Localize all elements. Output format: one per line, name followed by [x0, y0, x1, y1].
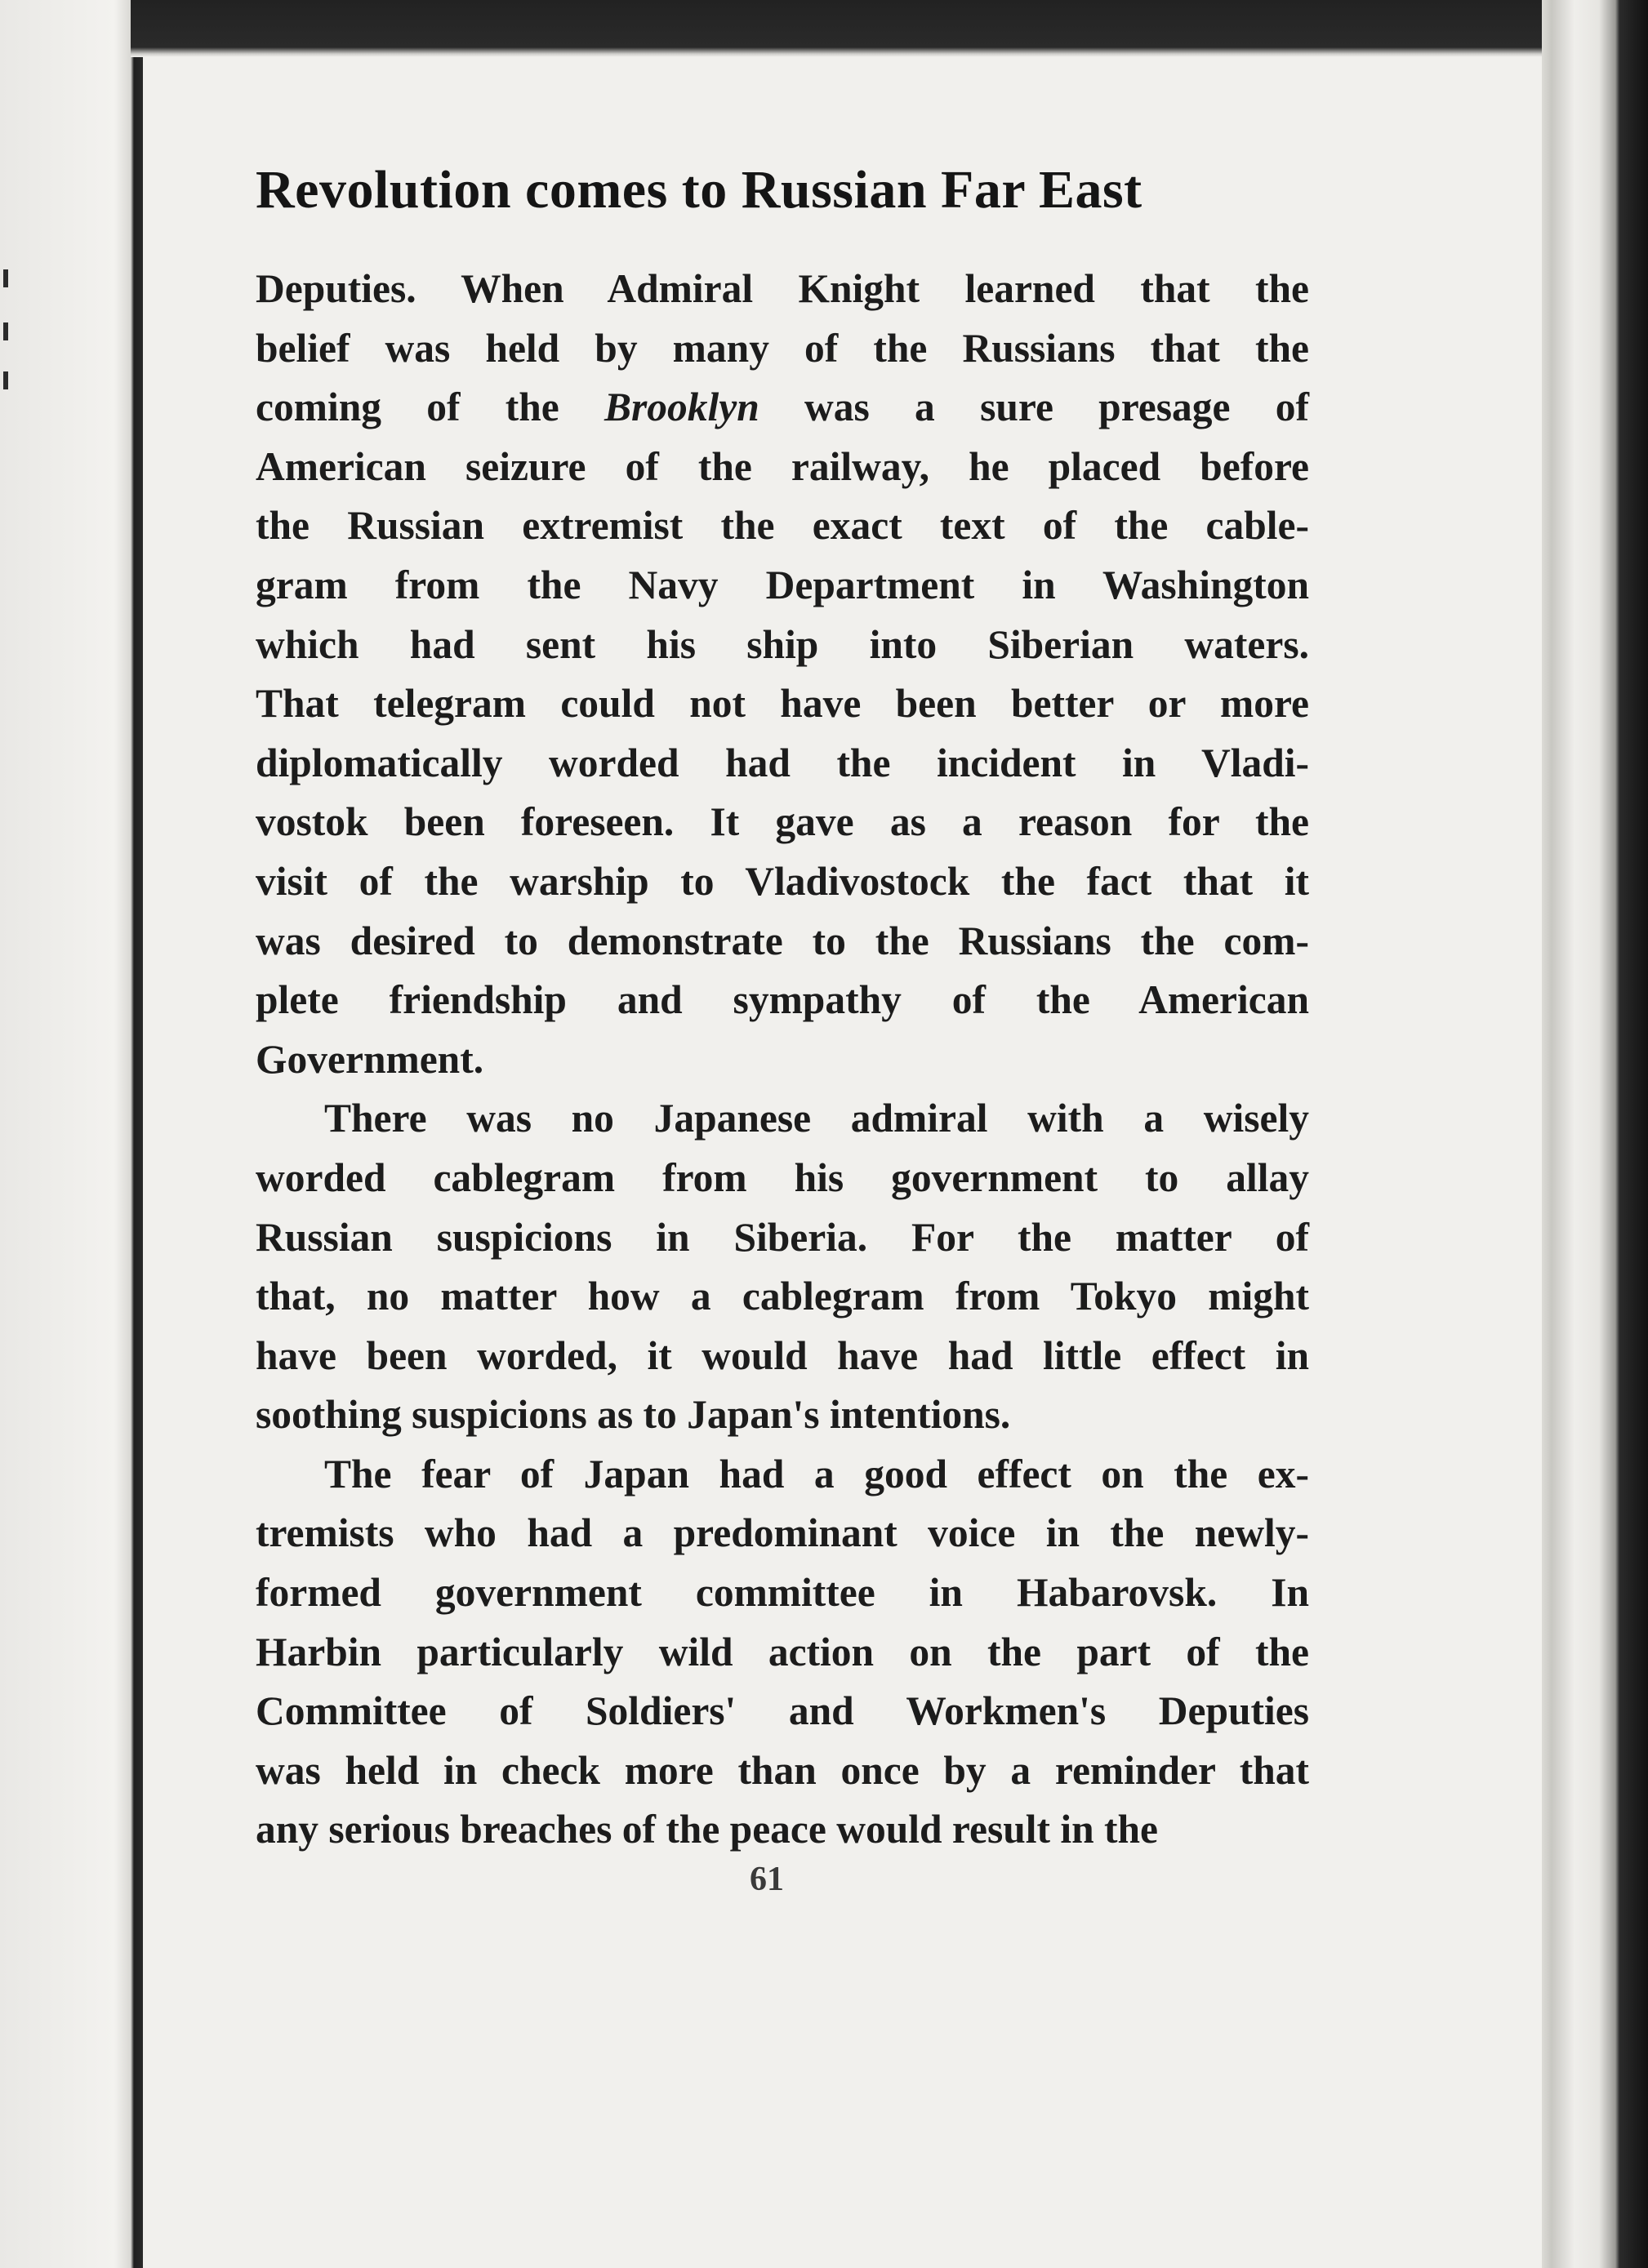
text-line: belief was held by many of the Russians that the [256, 325, 1309, 371]
text-line: Government. [256, 1036, 484, 1082]
text-line: coming of the Brooklyn was a sure presage of [256, 385, 1309, 430]
body-text [256, 260, 1309, 1860]
text-line: soothing suspicions as to Japan's intentions. [256, 1392, 1011, 1438]
text-line: That telegram could not have been better or more [256, 681, 1309, 727]
text-line: Russian suspicions in Siberia. For the matter of [256, 1214, 1309, 1260]
text-line: The fear of Japan had a good effect on the ex- [324, 1451, 1309, 1496]
text-line: Deputies. When Admiral Knight learned that the [256, 266, 1309, 311]
text-line: There was no Japanese admiral with a wisely [324, 1096, 1309, 1141]
running-heading: Revolution comes to Russian Far East [256, 160, 1142, 220]
text-line: which had sent his ship into Siberian waters. [256, 621, 1309, 667]
book-binding-edge [1542, 0, 1648, 2268]
text-line: worded cablegram from his government to allay [256, 1154, 1309, 1200]
text-line: formed government committee in Habarovsk. In [256, 1570, 1309, 1616]
left-margin-marks [0, 0, 16, 2268]
text-line: gram from the Navy Department in Washington [256, 562, 1309, 607]
text-line: that, no matter how a cablegram from Tokyo might [256, 1274, 1309, 1319]
text-line: tremists who had a predominant voice in the newly- [256, 1510, 1309, 1556]
text-line: was held in check more than once by a reminder that [256, 1747, 1309, 1793]
text-line: vostok been foreseen. It gave as a reason for the [256, 799, 1309, 845]
previous-page-edge [0, 0, 143, 2268]
text-line: plete friendship and sympathy of the American [256, 977, 1309, 1023]
top-scan-edge [131, 0, 1566, 57]
text-line: diplomatically worded had the incident in Vladi- [256, 740, 1309, 785]
text-line: American seizure of the railway, he placed before [256, 443, 1309, 489]
text-line: Harbin particularly wild action on the part of the [256, 1629, 1309, 1674]
paragraph [256, 1445, 1309, 1860]
paragraph [256, 1089, 1309, 1445]
page-number: 61 [750, 1861, 784, 1898]
text-line: the Russian extremist the exact text of the cable- [256, 503, 1309, 549]
text-line: Committee of Soldiers' and Workmen's Deputies [256, 1688, 1309, 1734]
text-line: have been worded, it would have had little effect in [256, 1332, 1309, 1378]
text-line: any serious breaches of the peace would result in the [256, 1807, 1159, 1852]
text-line: visit of the warship to Vladivostock the fact that it [256, 858, 1309, 904]
paragraph [256, 260, 1309, 1089]
text-line: was desired to demonstrate to the Russians the com- [256, 918, 1309, 963]
